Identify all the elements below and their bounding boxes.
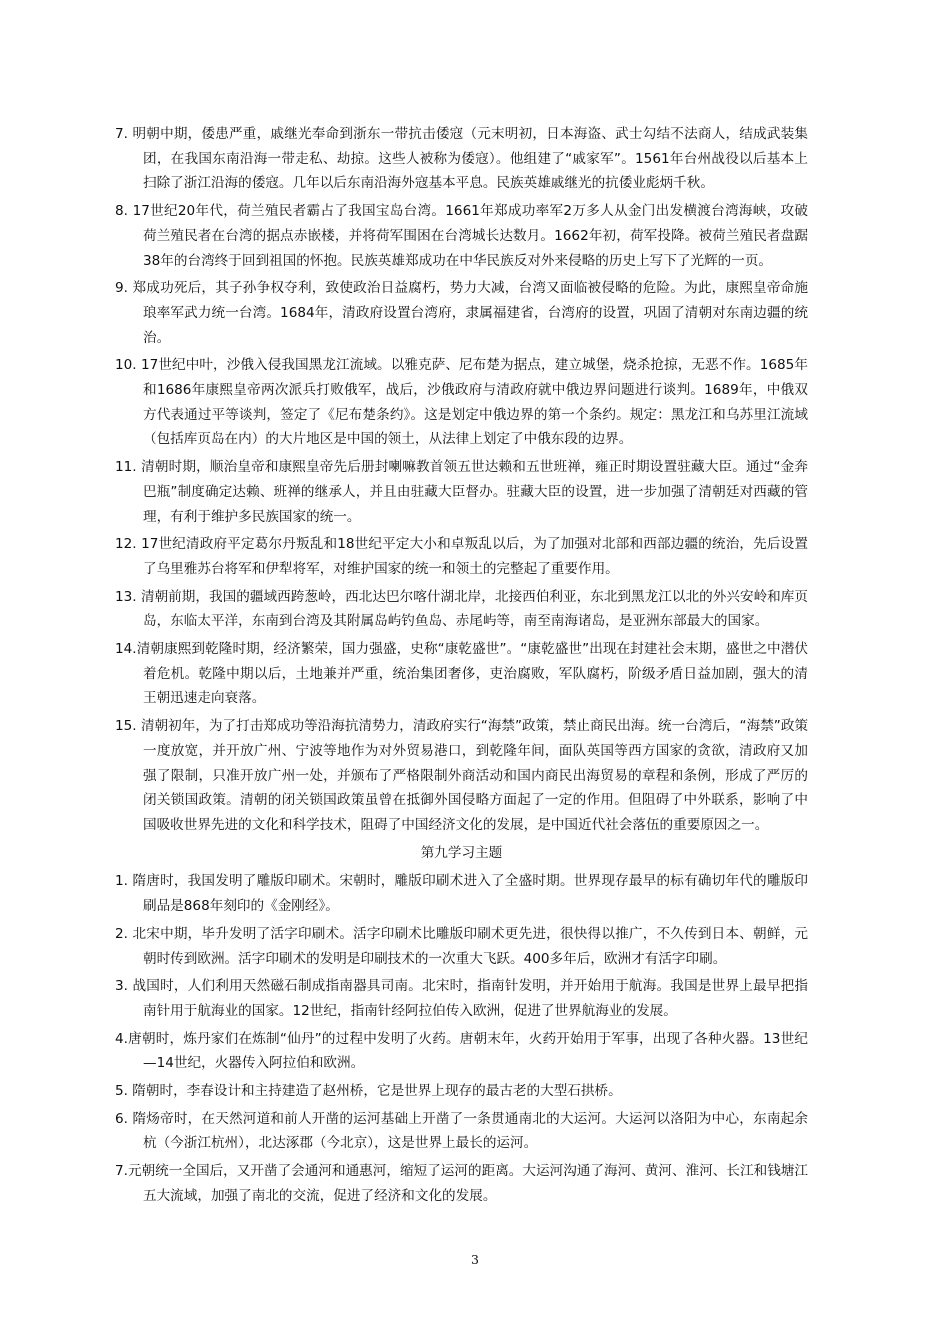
paragraph-10-treaty-of-nerchinsk: 10. 17世纪中叶，沙俄入侵我国黑龙江流域。以雅克萨、尼布楚为据点，建立城堡，烧杀抢掠，无恶不作。1685年和1686年康熙皇帝两次派兵打败俄军，战后，沙俄政府与清政府就中俄边界问题进行谈判。1689年，中俄双方代表通过平等谈判，签定了《尼布楚条约》。这是划定中俄边界的第一个条约。规定：黑龙江和乌苏里江流域（包括库页岛在内）的大片地区是中国的领土，从法律上划定了中俄东段的边界。 xyxy=(115,357,808,448)
paragraph-11-tibet-administration: 11. 清朝时期，顺治皇帝和康熙皇帝先后册封喇嘛教首领五世达赖和五世班禅，雍正时期设置驻藏大臣。通过“金奔巴瓶”制度确定达赖、班禅的继承人，并且由驻藏大臣督办。驻藏大臣的设置，进一步加强了清朝廷对西藏的管理，有利于维护多民族国家的统一。 xyxy=(115,459,808,525)
paragraph-1-woodblock-printing: 1. 隋唐时，我国发明了雕版印刷术。宋朝时，雕版印刷术进入了全盛时期。世界现存最早的标有确切年代的雕版印刷品是868年刻印的《金刚经》。 xyxy=(115,873,808,915)
paragraph-15-closed-door-policy: 15. 清朝初年，为了打击郑成功等沿海抗清势力，清政府实行“海禁”政策，禁止商民出海。统一台湾后，“海禁”政策一度放宽，并开放广州、宁波等地作为对外贸易港口，到乾隆年间，面队英国等西方国家的贪欲，清政府又加强了限制，只准开放广州一处，并颁布了严格限制外商活动和国内商民出海贸易的章程和条例，形成了严厉的闭关锁国政策。清朝的闭关锁国政策虽曾在抵御外国侵略方面起了一定的作用。但阻碍了中外联系，影响了中国吸收世界先进的文化和科学技术，阻碍了中国经济文化的发展，是中国近代社会落伍的重要原因之一。 xyxy=(115,718,809,833)
document-body xyxy=(115,122,808,1212)
section-heading: 第九学习主题 xyxy=(420,844,503,861)
paragraph-5-zhaozhou-bridge: 5. 隋朝时，李春设计和主持建造了赵州桥，它是世界上现存的最古老的大型石拱桥。 xyxy=(115,1083,622,1100)
page-number: 3 xyxy=(471,1252,479,1267)
paragraph-4-gunpowder: 4.唐朝时，炼丹家们在炼制“仙丹”的过程中发明了火药。唐朝末年，火药开始用于军事，出现了各种火器。13世纪—14世纪，火器传入阿拉伯和欧洲。 xyxy=(115,1030,808,1072)
paragraph-7-ming-wokou: 7. 明朝中期，倭患严重，戚继光奉命到浙东一带抗击倭寇（元末明初，日本海盗、武士勾结不法商人，结成武装集团，在我国东南沿海一带走私、劫掠。这些人被称为倭寇）。他组建了“戚家军”。1561年台州战役以后基本上扫除了浙江沿海的倭寇。几年以后东南沿海外寇基本平息。民族英雄戚继光的抗倭业彪炳千秋。 xyxy=(115,126,808,192)
paragraph-7-yuan-canals: 7.元朝统一全国后，又开凿了会通河和通惠河，缩短了运河的距离。大运河沟通了海河、黄河、淮河、长江和钱塘江五大流域，加强了南北的交流，促进了经济和文化的发展。 xyxy=(115,1163,808,1204)
paragraph-13-qing-territory: 13. 清朝前期，我国的疆域西跨葱岭，西北达巴尔喀什湖北岸，北接西伯利亚，东北到黑龙江以北的外兴安岭和库页岛，东临太平洋，东南到台湾及其附属岛屿钓鱼岛、赤尾屿等，南至南海诸岛，是亚洲东部最大的国家。 xyxy=(115,588,808,630)
paragraph-14-kangqian-prosperity: 14.清朝康熙到乾隆时期，经济繁荣，国力强盛，史称“康乾盛世”。“康乾盛世”出现在封建社会末期，盛世之中潜伏着危机。乾隆中期以后，土地兼并严重，统治集团奢侈，吏治腐败，军队腐朽，阶级矛盾日益加剧，强大的清王朝迅速走向衰落。 xyxy=(115,641,808,707)
paragraph-8-zheng-chenggong-taiwan: 8. 17世纪20年代，荷兰殖民者霸占了我国宝岛台湾。1661年郑成功率军2万多人从金门出发横渡台湾海峡，攻破荷兰殖民者在台湾的据点赤嵌楼，并将荷军围困在台湾城长达数月。1662年初，荷军投降。被荷兰殖民者盘踞38年的台湾终于回到祖国的怀抱。民族英雄郑成功在中华民族反对外来侵略的历史上写下了光辉的一页。 xyxy=(115,203,808,269)
paragraph-6-grand-canal: 6. 隋炀帝时，在天然河道和前人开凿的运河基础上开凿了一条贯通南北的大运河。大运河以洛阳为中心，东南起余杭（今浙江杭州），北达涿郡（今北京），这是世界上最长的运河。 xyxy=(115,1110,808,1152)
paragraph-9-taiwan-prefecture: 9. 郑成功死后，其子孙争权夺利，致使政治日益腐朽，势力大减，台湾又面临被侵略的危险。为此，康熙皇帝命施琅率军武力统一台湾。1684年，清政府设置台湾府，隶属福建省，台湾府的设置，巩固了清朝对东南边疆的统治。 xyxy=(115,280,808,346)
paragraph-3-compass: 3. 战国时，人们利用天然磁石制成指南器具司南。北宋时，指南针发明，并开始用于航海。我国是世界上最早把指南针用于航海业的国家。12世纪，指南针经阿拉伯传入欧洲，促进了世界航海业的发展。 xyxy=(115,978,808,1019)
paragraph-12-frontier-generals: 12. 17世纪清政府平定葛尔丹叛乱和18世纪平定大小和卓叛乱以后，为了加强对北部和西部边疆的统治，先后设置了乌里雅苏台将军和伊犁将军，对维护国家的统一和领土的完整起了重要作用。 xyxy=(115,536,808,577)
paragraph-2-movable-type: 2. 北宋中期，毕升发明了活字印刷术。活字印刷术比雕版印刷术更先进，很快得以推广，不久传到日本、朝鲜，元朝时传到欧洲。活字印刷术的发明是印刷技术的一次重大飞跃。400多年后，欧洲才有活字印刷。 xyxy=(115,925,808,967)
